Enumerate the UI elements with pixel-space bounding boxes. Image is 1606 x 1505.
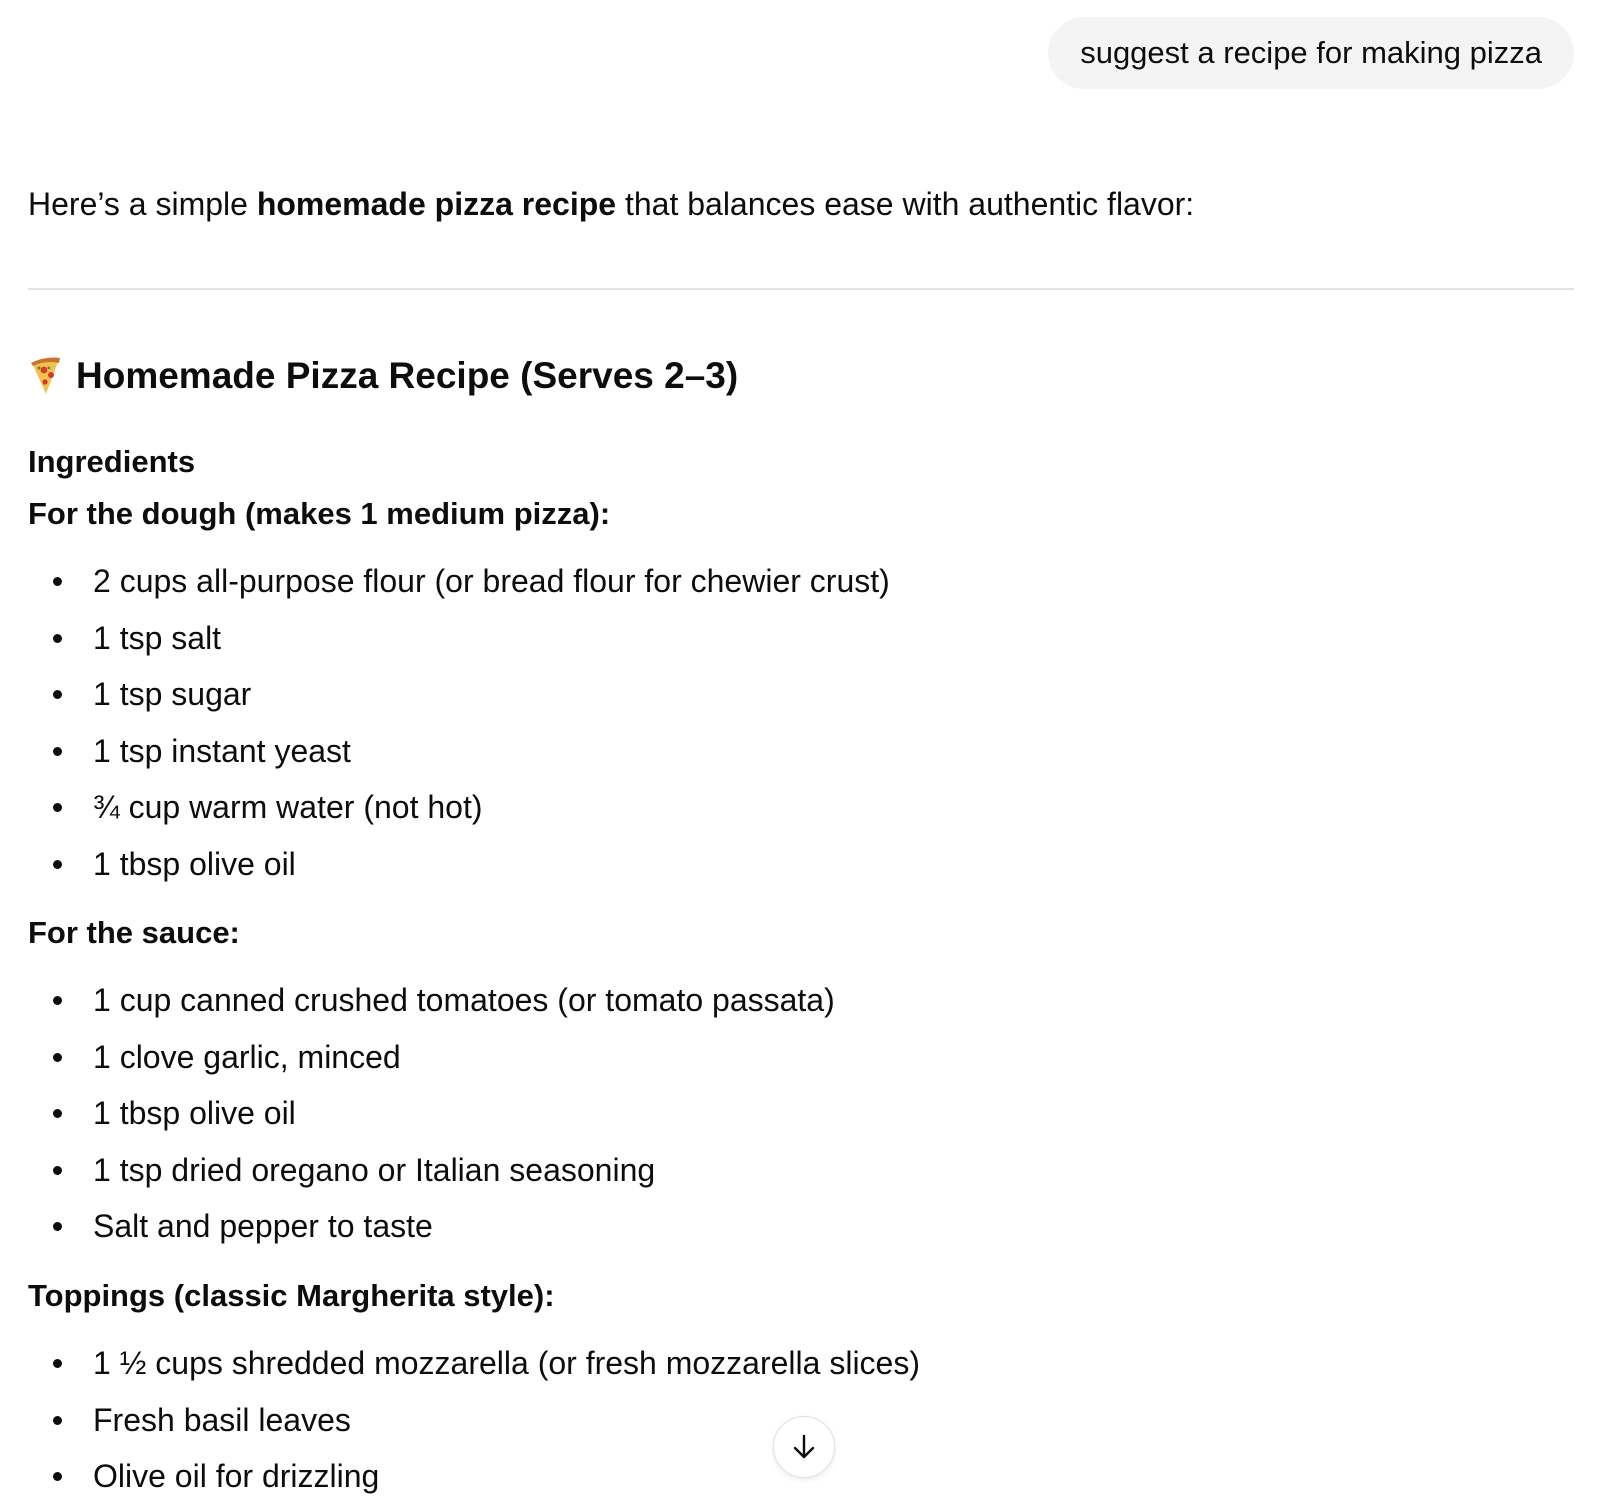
pizza-icon [28,356,64,396]
list-item: 2 cups all-purpose flour (or bread flour for chewier crust) [28,553,890,610]
list-item: 1 tsp instant yeast [28,723,890,780]
list-item: 1 tsp salt [28,610,890,667]
list-item: ¾ cup warm water (not hot) [28,779,890,836]
dough-list [28,553,890,893]
intro-bold: homemade pizza recipe [256,186,617,222]
user-message-text: suggest a recipe for making pizza [1080,35,1542,70]
list-item: Salt and pepper to taste [28,1198,835,1255]
recipe-title [28,350,738,402]
scroll-to-bottom-button[interactable] [773,1416,835,1478]
list-item: 1 tbsp olive oil [28,1085,835,1142]
user-message-bubble [1048,17,1574,89]
list-item: 1 cup canned crushed tomatoes (or tomato passata) [28,972,835,1029]
sauce-heading: For the sauce: [28,915,240,950]
list-item: 1 clove garlic, minced [28,1029,835,1086]
dough-heading: For the dough (makes 1 medium pizza): [28,496,611,531]
toppings-list [28,1335,920,1505]
response-intro [28,180,1194,228]
arrow-down-icon [789,1432,819,1462]
intro-prefix: Here’s a simple [28,186,257,222]
list-item: 1 tbsp olive oil [28,836,890,893]
intro-suffix: that balances ease with authentic flavor: [616,186,1195,222]
section-divider [28,288,1574,290]
recipe-title-text: Homemade Pizza Recipe (Serves 2–3) [76,355,739,396]
sauce-list [28,972,835,1255]
list-item: Fresh basil leaves [28,1392,920,1449]
list-item: 1 tsp sugar [28,666,890,723]
toppings-heading: Toppings (classic Margherita style): [28,1278,555,1313]
list-item: 1 tsp dried oregano or Italian seasoning [28,1142,835,1199]
list-item: Olive oil for drizzling [28,1448,920,1505]
list-item: 1 ½ cups shredded mozzarella (or fresh mozzarella slices) [28,1335,920,1392]
ingredients-heading: Ingredients [28,444,196,479]
